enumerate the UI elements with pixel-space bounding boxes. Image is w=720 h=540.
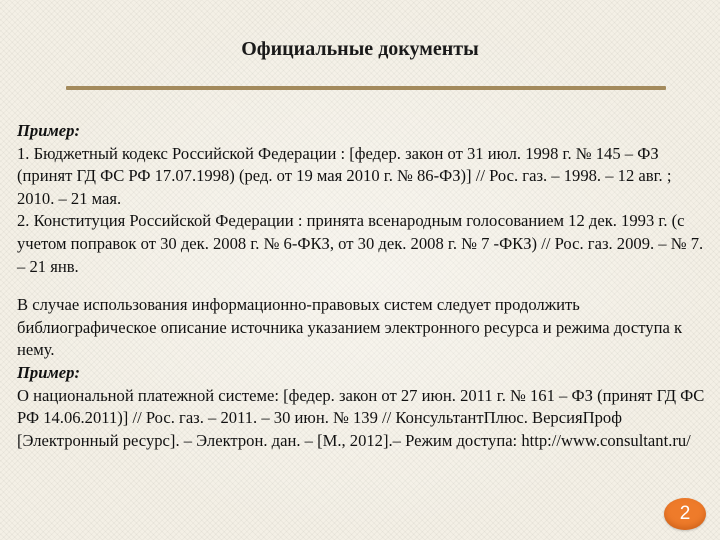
note-paragraph: В случае использования информационно-правовых систем следует продолжить библиографическое описание источника указанием электронного ресурса и режима доступа к нему. bbox=[17, 295, 683, 360]
reference-item-1: 1. Бюджетный кодекс Российской Федерации : [федер. закон от 31 июл. 1998 г. № 145 – ФЗ (принят ГД ФС РФ 17.07.1998) (ред. от 19 мая 2010 г. № 86-ФЗ)] // Рос. газ. – 1998. – 12 авг. ; 2010. – 21 мая. bbox=[17, 143, 672, 208]
title-divider bbox=[66, 86, 666, 90]
slide-body bbox=[17, 120, 707, 452]
reference-item-2: 2. Конституция Российской Федерации : принята всенародным голосованием 12 дек. 1993 г. (с учетом поправок от 30 дек. 2008 г. № 6-ФКЗ, от 30 дек. 2008 г. № 7 -ФКЗ) // Рос. газ. 2009. – № 7. – 21 янв. bbox=[17, 211, 704, 276]
slide-title: Официальные документы bbox=[241, 38, 479, 60]
paragraph-spacer bbox=[17, 278, 707, 294]
page-number-badge: 2 bbox=[664, 498, 706, 530]
reference-example-2: О национальной платежной системе: [федер. закон от 27 июн. 2011 г. № 161 – ФЗ (принят ГД ФС РФ 14.06.2011)] // Рос. газ. – 2011. – 30 июн. № 139 // КонсультантПлюс. ВерсияПроф [Электронный ресурс]. – Электрон. дан. – [М., 2012].– Режим доступа: http://www.consultant.ru/ bbox=[17, 385, 705, 450]
example-label: Пример: bbox=[17, 121, 80, 140]
example-label-2: Пример: bbox=[17, 362, 80, 382]
